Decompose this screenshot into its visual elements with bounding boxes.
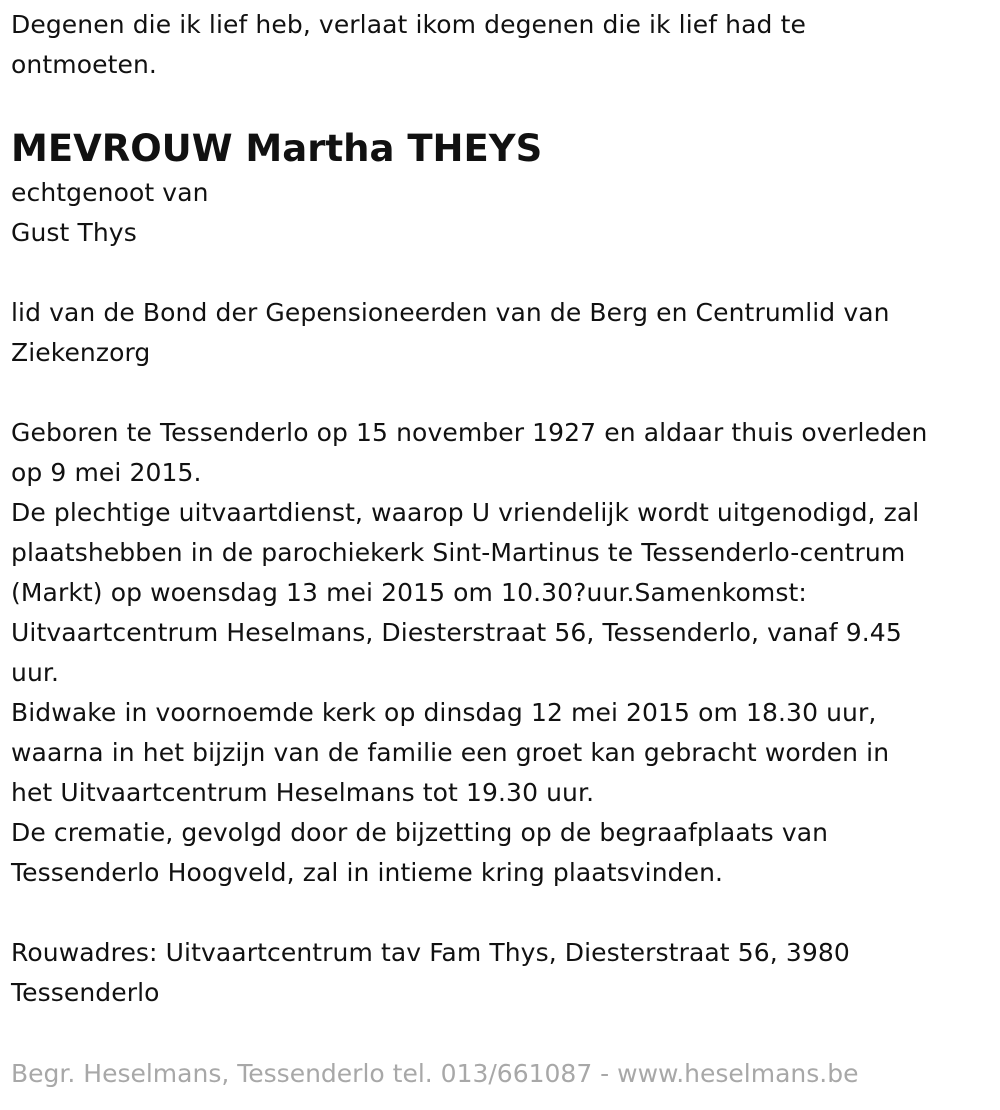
- details-line: waarna in het bijzijn van de familie een groet kan gebracht worden in: [11, 738, 890, 767]
- details-line: Bidwake in voornoemde kerk op dinsdag 12 mei 2015 om 18.30 uur,: [11, 698, 877, 727]
- address-block: [11, 933, 986, 1013]
- spacer: [11, 373, 986, 413]
- address-line: Tessenderlo: [11, 978, 160, 1007]
- membership-line: Ziekenzorg: [11, 338, 151, 367]
- deceased-name: MEVROUW Martha THEYS: [11, 127, 543, 170]
- membership-block: [11, 293, 986, 373]
- obituary-notice: [11, 0, 986, 1013]
- spouse-block: [11, 173, 986, 253]
- intro-line: ontmoeten.: [11, 50, 157, 79]
- details-line: op 9 mei 2015.: [11, 458, 202, 487]
- spacer: [11, 253, 986, 293]
- details-line: Geboren te Tessenderlo op 15 november 1927 en aldaar thuis overleden: [11, 418, 928, 447]
- details-block: [11, 413, 986, 893]
- funeral-home-footer: Begr. Heselmans, Tessenderlo tel. 013/661087 - www.heselmans.be: [11, 1059, 859, 1088]
- spouse-line: echtgenoot van: [11, 178, 209, 207]
- details-line: Tessenderlo Hoogveld, zal in intieme kring plaatsvinden.: [11, 858, 724, 887]
- spacer: [11, 893, 986, 933]
- details-line: De plechtige uitvaartdienst, waarop U vriendelijk wordt uitgenodigd, zal: [11, 498, 920, 527]
- address-line: Rouwadres: Uitvaartcentrum tav Fam Thys, Diesterstraat 56, 3980: [11, 938, 850, 967]
- details-line: het Uitvaartcentrum Heselmans tot 19.30 uur.: [11, 778, 595, 807]
- details-line: Uitvaartcentrum Heselmans, Diesterstraat 56, Tessenderlo, vanaf 9.45: [11, 618, 902, 647]
- details-line: uur.: [11, 658, 60, 687]
- details-line: (Markt) op woensdag 13 mei 2015 om 10.30?uur.Samenkomst:: [11, 578, 807, 607]
- membership-line: lid van de Bond der Gepensioneerden van de Berg en Centrumlid van: [11, 298, 890, 327]
- details-line: De crematie, gevolgd door de bijzetting op de begraafplaats van: [11, 818, 829, 847]
- details-line: plaatshebben in de parochiekerk Sint-Martinus te Tessenderlo-centrum: [11, 538, 906, 567]
- spouse-line: Gust Thys: [11, 218, 137, 247]
- intro-quote: [11, 5, 986, 85]
- intro-line: Degenen die ik lief heb, verlaat ikom degenen die ik lief had te: [11, 10, 806, 39]
